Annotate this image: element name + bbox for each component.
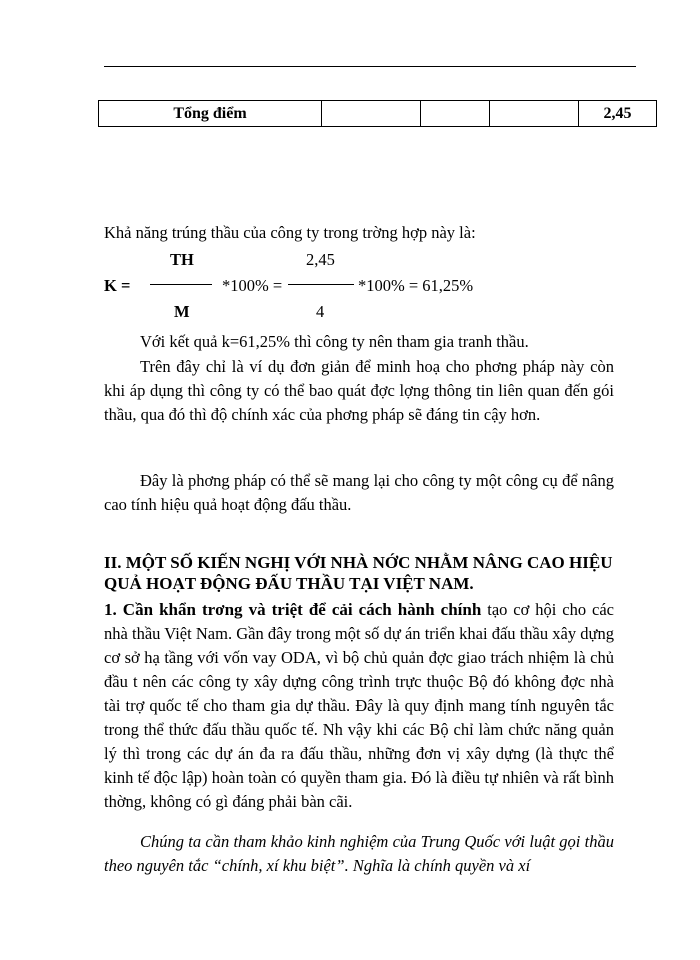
method-paragraph	[104, 469, 614, 517]
section-heading: II. MỘT SỐ KIẾN NGHỊ VỚI NHÀ NỚC NHẰM NÂNG CAO HIỆU QUẢ HOẠT ĐỘNG ĐẤU THẦU TẠI VIỆT NAM.	[104, 553, 613, 593]
formula-value-numerator: 2,45	[306, 250, 335, 269]
example-paragraph	[104, 355, 614, 427]
section-paragraph	[104, 598, 614, 814]
subheading: 1. Cần khẩn trơng và triệt để cải cách hành chính	[104, 600, 482, 619]
formula-value-denominator: 4	[316, 302, 325, 321]
empty-cell	[322, 101, 421, 127]
total-label-cell: Tổng điểm	[99, 101, 322, 127]
table-row	[99, 101, 657, 127]
italic-paragraph	[104, 830, 614, 878]
formula-denominator: M	[174, 302, 190, 321]
fraction-line	[288, 284, 354, 285]
formula-result: *100% = 61,25%	[358, 276, 474, 295]
formula-numerator: TH	[170, 250, 194, 269]
subheading-text: tạo cơ hội cho các nhà thầu Việt Nam. Gần đây trong một số dự án triển khai đấu thầu xây dựng cơ sở hạ tầng với vốn vay ODA, vì bộ chủ quản đợc giao trách nhiệm là chủ đầu t nên các công ty xây dựng công trình trực thuộc Bộ đó không đợc nhà tài trợ quốc tế cho tham gia dự thầu. Đây là quy định mang tính nguyên tắc trong thể thức đấu thầu quốc tế. Nh vậy khi các Bộ chỉ làm chức năng quản lý thì trong các dự án đa ra đấu thầu, những đơn vị xây dựng (là thực thể kinh tế độc lập) hoàn toàn có quyền tham gia. Đó là điều tự nhiên và rất bình thờng, không có gì đáng phải bàn cãi.	[104, 600, 614, 811]
italic-text: Chúng ta cần tham khảo kinh nghiệm của Trung Quốc với luật gọi thầu theo nguyên tắc “chính, xí khu biệt”. Nghĩa là chính quyền và xí	[104, 832, 614, 875]
formula-intro: Khả năng trúng thầu của công ty trong trờng hợp này là:	[104, 223, 476, 242]
score-table	[98, 100, 657, 127]
result-paragraph: Với kết quả k=61,25% thì công ty nên tham gia tranh thầu.	[140, 332, 529, 351]
total-value-cell: 2,45	[579, 101, 657, 127]
header-rule	[104, 66, 636, 67]
formula-lhs: K =	[104, 276, 131, 295]
formula-mult1: *100% =	[222, 276, 283, 295]
empty-cell	[490, 101, 579, 127]
example-text: Trên đây chỉ là ví dụ đơn giản để minh hoạ cho phơng pháp này còn khi áp dụng thì công ty có thể bao quát đợc lợng thông tin liên quan đến gói thầu, qua đó thì độ chính xác của phơng pháp sẽ đáng tin cậy hơn.	[104, 357, 614, 424]
method-text: Đây là phơng pháp có thể sẽ mang lại cho công ty một công cụ để nâng cao tính hiệu quả hoạt động đấu thầu.	[104, 471, 614, 514]
empty-cell	[421, 101, 490, 127]
fraction-line	[150, 284, 212, 285]
